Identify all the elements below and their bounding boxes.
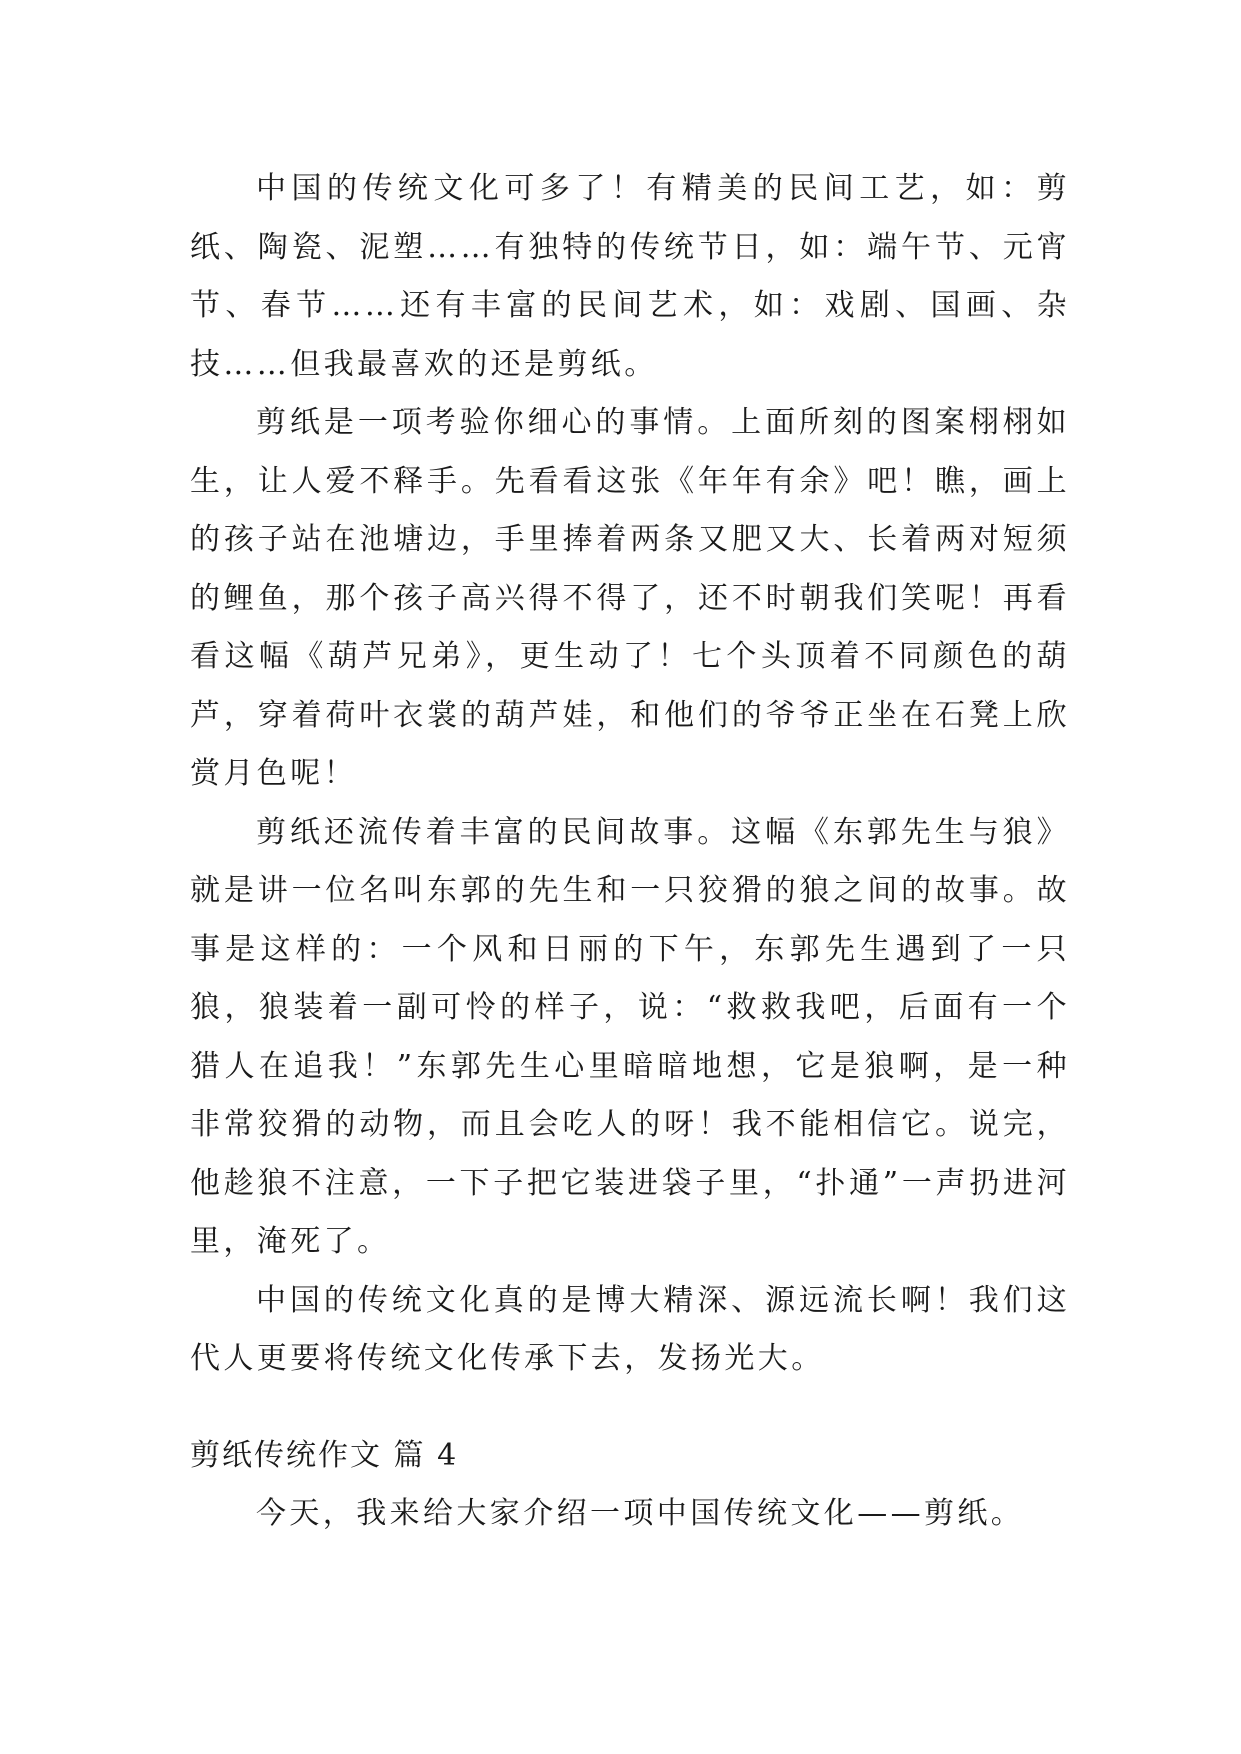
section-heading: 剪纸传统作文 篇 4 — [190, 1437, 459, 1473]
document-body — [190, 160, 1070, 1544]
paragraph-intro: 中国的传统文化可多了！有精美的民间工艺，如：剪纸、陶瓷、泥塑……有独特的传统节日，如：端午节、元宵节、春节……还有丰富的民间艺术，如：戏剧、国画、杂技……但我最喜欢的还是剪纸。 — [190, 171, 1070, 382]
paragraph-section-intro: 今天，我来给大家介绍一项中国传统文化——剪纸。 — [256, 1496, 1025, 1531]
paragraph-papercut-works: 剪纸是一项考验你细心的事情。上面所刻的图案栩栩如生，让人爱不释手。先看看这张《年年有余》吧！瞧，画上的孩子站在池塘边，手里捧着两条又肥又大、长着两对短须的鲤鱼，那个孩子高兴得不得了，还不时朝我们笑呢！再看看这幅《葫芦兄弟》，更生动了！七个头顶着不同颜色的葫芦，穿着荷叶衣裳的葫芦娃，和他们的爷爷正坐在石凳上欣赏月色呢！ — [190, 405, 1070, 791]
paragraph-folk-story: 剪纸还流传着丰富的民间故事。这幅《东郭先生与狼》就是讲一位名叫东郭的先生和一只狡猾的狼之间的故事。故事是这样的：一个风和日丽的下午，东郭先生遇到了一只狼，狼装着一副可怜的样子，说：“救救我吧，后面有一个猎人在追我！”东郭先生心里暗暗地想，它是狼啊，是一种非常狡猾的动物，而且会吃人的呀！我不能相信它。说完，他趁狼不注意，一下子把它装进袋子里，“扑通”一声扔进河里，淹死了。 — [190, 814, 1070, 1259]
paragraph-conclusion: 中国的传统文化真的是博大精深、源远流长啊！我们这代人更要将传统文化传承下去，发扬光大。 — [190, 1282, 1070, 1376]
